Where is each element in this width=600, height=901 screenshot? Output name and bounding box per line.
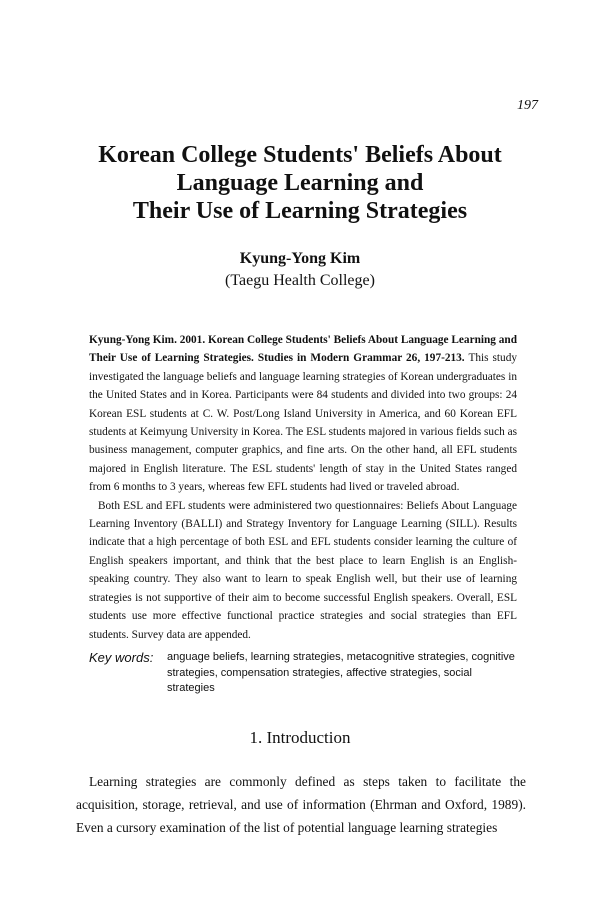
- keywords-block: [89, 650, 519, 697]
- paper-title: [0, 141, 600, 225]
- abstract-citation: Kyung-Yong Kim. 2001. Korean College Students' Beliefs About Language Learning and Their Use of Learning Strategies. Studies in Modern Grammar 26, 197-213.: [89, 334, 517, 365]
- abstract-paragraph-2: Both ESL and EFL students were administered two questionnaires: Beliefs About Language Learning Inventory (BALLI) and Strategy Inventory for Language Learning (SILL). Results indicate that a high percentage of both ESL and EFL students consider learning the culture of English speakers important, and think that the best place to learn English is an English-speaking country. They also want to learn to speak English well, but their use of learning strategies is not supportive of their aim to become successful English speakers. Overall, ESL students use more effective functional practice strategies and social strategies than EFL students. Survey data are appended.: [89, 499, 517, 641]
- abstract-body-1: This study investigated the language beliefs and language learning strategies of Korean undergraduates in the United States and in Korea. Participants were 84 students and divided into two groups: 24 Korean ESL students at C. W. Post/Long Island University in America, and 60 Korean EFL students at Keimyung University in Korea. The ESL students majored in various fields such as business management, computer graphics, and fine arts. On the other hand, all EFL students majored in English literature. The ESL students' length of stay in the United States ranged from 6 months to 3 years, whereas few EFL students had lived or traveled abroad.: [89, 352, 518, 494]
- abstract-paragraph-1: [89, 331, 517, 497]
- title-line-2: Language Learning and: [176, 170, 424, 196]
- title-line-3: Their Use of Learning Strategies: [132, 198, 468, 224]
- title-line-1: Korean College Students' Beliefs About: [98, 142, 502, 168]
- page-number: 197: [517, 98, 538, 113]
- introduction-text: [76, 770, 526, 839]
- introduction-paragraph: Learning strategies are commonly defined as steps taken to facilitate the acquisition, storage, retrieval, and use of information (Ehrman and Oxford, 1989). Even a cursory examination of the list of potential language learning strategies: [76, 774, 526, 835]
- author-affiliation: (Taegu Health College): [225, 272, 375, 289]
- keywords-list: anguage beliefs, learning strategies, metacognitive strategies, cognitive strategies, compensation strategies, affective strategies, social strategies: [167, 651, 515, 694]
- abstract: [89, 331, 517, 644]
- author-name: Kyung-Yong Kim: [239, 250, 361, 267]
- keywords-label: Key words:: [89, 650, 154, 665]
- section-heading-introduction: 1. Introduction: [249, 728, 351, 747]
